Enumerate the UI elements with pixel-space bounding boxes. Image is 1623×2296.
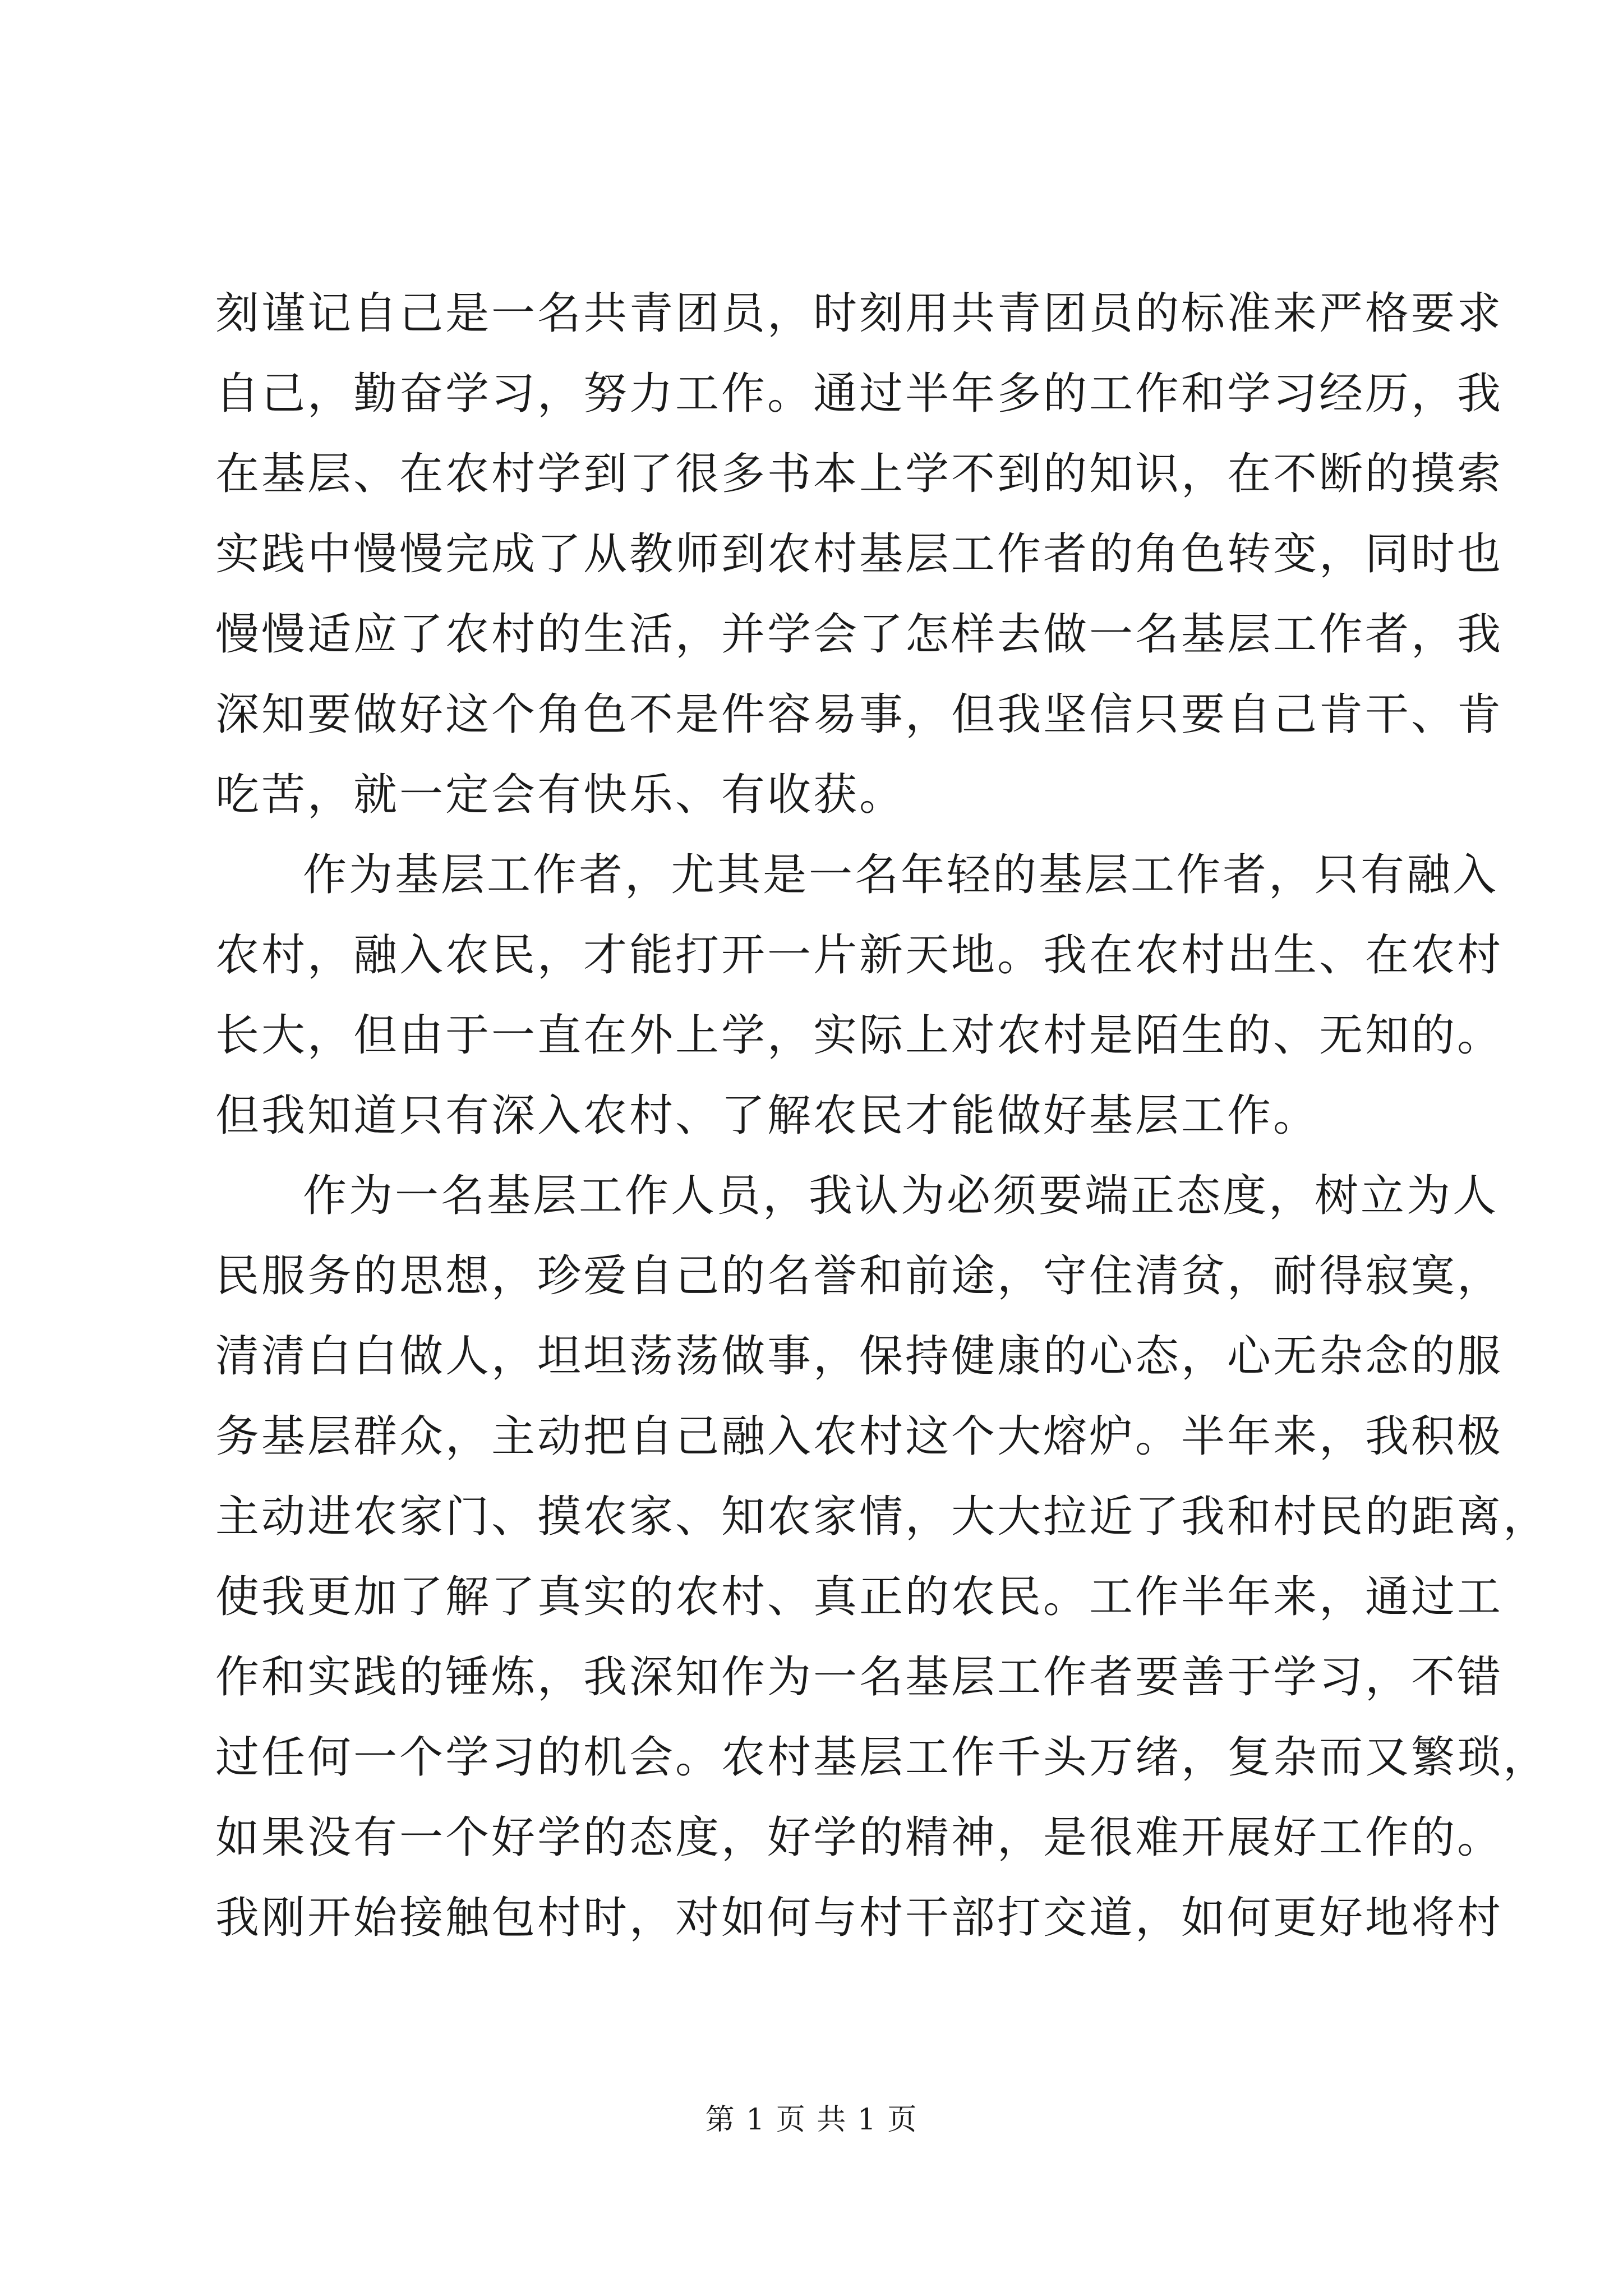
text-line: 慢慢适应了农村的生活，并学会了怎样去做一名基层工作者，我 [215,609,1504,660]
text-line: 深知要做好这个角色不是件容易事，但我坚信只要自己肯干、肯 [215,689,1504,740]
text-line: 长大，但由于一直在外上学，实际上对农村是陌生的、无知的。 [215,1010,1504,1061]
text-line: 实践中慢慢完成了从教师到农村基层工作者的角色转变，同时也 [215,529,1504,579]
paragraph [215,274,1504,835]
paragraph [215,1156,1550,1958]
text-line: 自己，勤奋学习，努力工作。通过半年多的工作和学习经历，我 [215,369,1504,419]
text-line: 务基层群众，主动把自己融入农村这个大熔炉。半年来，我积极 [215,1411,1504,1462]
text-line: 作和实践的锤炼，我深知作为一名基层工作者要善于学习，不错 [215,1652,1504,1703]
text-line: 农村，融入农民，才能打开一片新天地。我在农村出生、在农村 [215,930,1504,981]
body-text [215,274,1550,1958]
text-line: 过任何一个学习的机会。农村基层工作千头万绪，复杂而又繁琐， [215,1732,1550,1783]
text-line: 民服务的思想，珍爱自己的名誉和前途，守住清贫，耐得寂寞， [215,1251,1504,1301]
text-line: 主动进农家门、摸农家、知农家情，大大拉近了我和村民的距离， [215,1492,1550,1542]
page-footer: 第 1 页 共 1 页 [705,2103,918,2137]
text-line: 作为基层工作者，尤其是一名年轻的基层工作者，只有融入 [303,850,1499,900]
text-line: 如果没有一个好学的态度，好学的精神，是很难开展好工作的。 [215,1812,1504,1863]
text-line: 使我更加了解了真实的农村、真正的农民。工作半年来，通过工 [215,1572,1504,1622]
text-line: 但我知道只有深入农村、了解农民才能做好基层工作。 [215,1091,1320,1141]
text-line: 我刚开始接触包村时，对如何与村干部打交道，如何更好地将村 [215,1893,1504,1943]
text-line: 在基层、在农村学到了很多书本上学不到的知识，在不断的摸索 [215,449,1504,499]
text-line: 作为一名基层工作人员，我认为必须要端正态度，树立为人 [303,1171,1499,1221]
text-line: 吃苦，就一定会有快乐、有收获。 [215,770,906,820]
paragraph [215,835,1504,1156]
text-line: 清清白白做人，坦坦荡荡做事，保持健康的心态，心无杂念的服 [215,1331,1504,1382]
text-line: 刻谨记自己是一名共青团员，时刻用共青团员的标准来严格要求 [215,288,1504,339]
